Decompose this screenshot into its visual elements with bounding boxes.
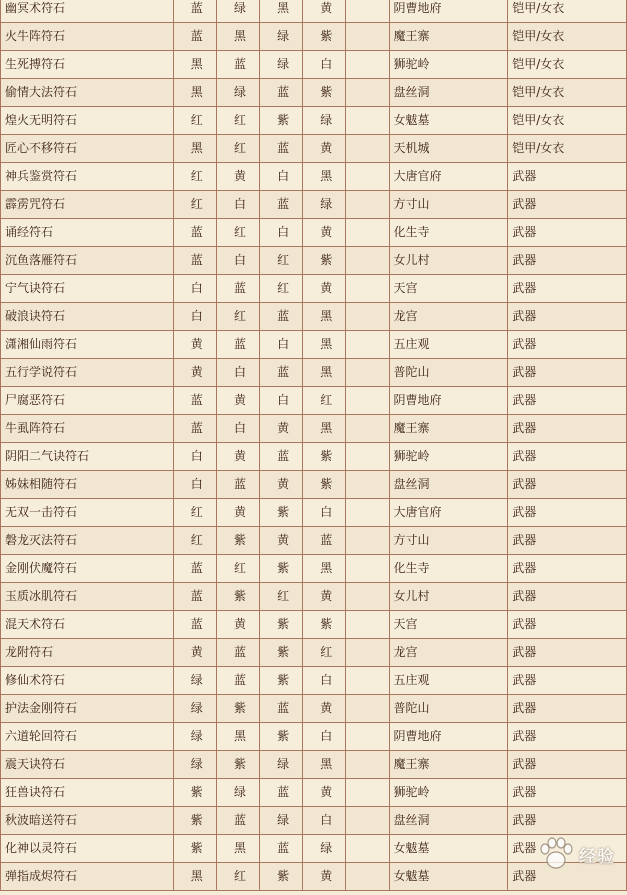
talisman-name: 玉质冰肌符石: [1, 583, 174, 611]
color-cell: 黑: [173, 135, 216, 163]
color-cell: 紫: [173, 835, 216, 863]
color-cell: 蓝: [260, 191, 303, 219]
talisman-name: 霹雳咒符石: [1, 191, 174, 219]
color-cell: 蓝: [173, 23, 216, 51]
color-cell: 黑: [303, 163, 346, 191]
table-row: [1, 51, 627, 79]
empty-cell: [346, 303, 389, 331]
color-cell: 黄: [216, 611, 259, 639]
table-row: [1, 303, 627, 331]
location-cell: 化生寺: [389, 219, 508, 247]
empty-cell: [346, 135, 389, 163]
empty-cell: [346, 247, 389, 275]
slot-cell: 铠甲/女衣: [508, 0, 627, 23]
color-cell: 紫: [260, 667, 303, 695]
location-cell: 大唐官府: [389, 163, 508, 191]
color-cell: 紫: [260, 555, 303, 583]
location-cell: 化生寺: [389, 555, 508, 583]
table-row: [1, 863, 627, 891]
color-cell: 黄: [303, 695, 346, 723]
slot-cell: 铠甲/女衣: [508, 79, 627, 107]
color-cell: 黑: [173, 79, 216, 107]
talisman-name: 化神以灵符石: [1, 835, 174, 863]
table-row: [1, 471, 627, 499]
empty-cell: [346, 107, 389, 135]
table-row: [1, 779, 627, 807]
location-cell: 女儿村: [389, 583, 508, 611]
color-cell: 白: [216, 415, 259, 443]
talisman-name: 弹指成烬符石: [1, 863, 174, 891]
color-cell: 蓝: [216, 807, 259, 835]
color-cell: 黄: [173, 639, 216, 667]
talisman-name: 震天诀符石: [1, 751, 174, 779]
slot-cell: 武器: [508, 471, 627, 499]
talisman-name: 偷情大法符石: [1, 79, 174, 107]
location-cell: 狮驼岭: [389, 779, 508, 807]
slot-cell: 武器: [508, 247, 627, 275]
color-cell: 红: [260, 275, 303, 303]
location-cell: 女魃墓: [389, 835, 508, 863]
color-cell: 紫: [260, 107, 303, 135]
table-row: [1, 807, 627, 835]
location-cell: 方寸山: [389, 191, 508, 219]
color-cell: 蓝: [260, 443, 303, 471]
color-cell: 红: [216, 219, 259, 247]
color-cell: 红: [216, 303, 259, 331]
location-cell: 盘丝洞: [389, 807, 508, 835]
empty-cell: [346, 835, 389, 863]
location-cell: 方寸山: [389, 527, 508, 555]
table-row: [1, 135, 627, 163]
color-cell: 白: [303, 499, 346, 527]
table-row: [1, 583, 627, 611]
color-cell: 红: [216, 863, 259, 891]
location-cell: 阴曹地府: [389, 0, 508, 23]
color-cell: 蓝: [216, 471, 259, 499]
color-cell: 蓝: [216, 331, 259, 359]
location-cell: 天宫: [389, 611, 508, 639]
color-cell: 白: [173, 275, 216, 303]
color-cell: 红: [260, 583, 303, 611]
slot-cell: 武器: [508, 499, 627, 527]
color-cell: 红: [173, 107, 216, 135]
slot-cell: 武器: [508, 555, 627, 583]
color-cell: 白: [173, 471, 216, 499]
color-cell: 红: [173, 191, 216, 219]
color-cell: 紫: [303, 443, 346, 471]
color-cell: 蓝: [260, 359, 303, 387]
color-cell: 蓝: [173, 583, 216, 611]
empty-cell: [346, 611, 389, 639]
table-row: [1, 107, 627, 135]
slot-cell: 武器: [508, 443, 627, 471]
table-row: [1, 331, 627, 359]
color-cell: 蓝: [260, 135, 303, 163]
color-cell: 绿: [216, 79, 259, 107]
table-row: [1, 751, 627, 779]
slot-cell: 武器: [508, 807, 627, 835]
talisman-name: 牛虱阵符石: [1, 415, 174, 443]
talisman-name: 金刚伏魔符石: [1, 555, 174, 583]
location-cell: 五庄观: [389, 667, 508, 695]
color-cell: 黄: [173, 359, 216, 387]
slot-cell: 武器: [508, 611, 627, 639]
empty-cell: [346, 275, 389, 303]
color-cell: 紫: [173, 779, 216, 807]
color-cell: 绿: [173, 695, 216, 723]
color-cell: 白: [173, 303, 216, 331]
color-cell: 紫: [216, 583, 259, 611]
watermark-text: 经验: [579, 846, 615, 867]
talisman-name: 沉鱼落雁符石: [1, 247, 174, 275]
empty-cell: [346, 79, 389, 107]
location-cell: 五庄观: [389, 331, 508, 359]
empty-cell: [346, 387, 389, 415]
talisman-name: 秋波暗送符石: [1, 807, 174, 835]
location-cell: 魔王寨: [389, 415, 508, 443]
color-cell: 黑: [216, 23, 259, 51]
color-cell: 绿: [216, 779, 259, 807]
empty-cell: [346, 639, 389, 667]
color-cell: 蓝: [173, 387, 216, 415]
color-cell: 白: [303, 723, 346, 751]
location-cell: 天机城: [389, 135, 508, 163]
talisman-name: 尸腐恶符石: [1, 387, 174, 415]
slot-cell: 武器: [508, 723, 627, 751]
color-cell: 紫: [260, 863, 303, 891]
color-cell: 蓝: [173, 247, 216, 275]
color-cell: 蓝: [260, 779, 303, 807]
color-cell: 绿: [260, 51, 303, 79]
location-cell: 狮驼岭: [389, 443, 508, 471]
color-cell: 黄: [216, 387, 259, 415]
slot-cell: 武器: [508, 779, 627, 807]
location-cell: 女魃墓: [389, 863, 508, 891]
location-cell: 狮驼岭: [389, 51, 508, 79]
color-cell: 白: [216, 191, 259, 219]
color-cell: 黄: [303, 135, 346, 163]
table-row: [1, 219, 627, 247]
color-cell: 红: [303, 639, 346, 667]
talisman-name: 五行学说符石: [1, 359, 174, 387]
location-cell: 天宫: [389, 275, 508, 303]
color-cell: 白: [216, 359, 259, 387]
color-cell: 紫: [260, 723, 303, 751]
location-cell: 普陀山: [389, 359, 508, 387]
talisman-name: 修仙术符石: [1, 667, 174, 695]
table-row: [1, 387, 627, 415]
color-cell: 白: [173, 443, 216, 471]
empty-cell: [346, 583, 389, 611]
talisman-name: 姊妹相随符石: [1, 471, 174, 499]
color-cell: 黄: [303, 583, 346, 611]
location-cell: 盘丝洞: [389, 79, 508, 107]
empty-cell: [346, 359, 389, 387]
color-cell: 蓝: [216, 51, 259, 79]
color-cell: 黑: [216, 723, 259, 751]
talisman-name: 诵经符石: [1, 219, 174, 247]
table-row: [1, 79, 627, 107]
color-cell: 黑: [303, 751, 346, 779]
slot-cell: 武器: [508, 331, 627, 359]
talisman-name: 狂兽诀符石: [1, 779, 174, 807]
color-cell: 紫: [216, 527, 259, 555]
location-cell: 龙宫: [389, 303, 508, 331]
slot-cell: 武器: [508, 387, 627, 415]
color-cell: 蓝: [303, 527, 346, 555]
color-cell: 黑: [303, 415, 346, 443]
location-cell: 阴曹地府: [389, 387, 508, 415]
slot-cell: 武器: [508, 639, 627, 667]
color-cell: 黄: [260, 415, 303, 443]
color-cell: 蓝: [260, 79, 303, 107]
color-cell: 绿: [260, 23, 303, 51]
color-cell: 绿: [303, 835, 346, 863]
color-cell: 蓝: [216, 275, 259, 303]
color-cell: 黑: [173, 51, 216, 79]
color-cell: 蓝: [260, 835, 303, 863]
color-cell: 绿: [173, 723, 216, 751]
color-cell: 紫: [260, 611, 303, 639]
color-cell: 白: [303, 51, 346, 79]
table-row: [1, 191, 627, 219]
color-cell: 紫: [173, 807, 216, 835]
empty-cell: [346, 751, 389, 779]
color-cell: 紫: [216, 751, 259, 779]
color-cell: 紫: [303, 247, 346, 275]
empty-cell: [346, 443, 389, 471]
slot-cell: 武器: [508, 163, 627, 191]
table-row: [1, 499, 627, 527]
color-cell: 黄: [216, 443, 259, 471]
paw-icon: [537, 837, 575, 871]
color-cell: 紫: [260, 639, 303, 667]
empty-cell: [346, 51, 389, 79]
slot-cell: 铠甲/女衣: [508, 107, 627, 135]
watermark: [537, 837, 615, 871]
table-row: [1, 23, 627, 51]
empty-cell: [346, 415, 389, 443]
empty-cell: [346, 527, 389, 555]
table-row: [1, 667, 627, 695]
slot-cell: 铠甲/女衣: [508, 23, 627, 51]
table-row: [1, 639, 627, 667]
slot-cell: 武器: [508, 359, 627, 387]
empty-cell: [346, 163, 389, 191]
talisman-name: 生死搏符石: [1, 51, 174, 79]
color-cell: 蓝: [173, 0, 216, 23]
color-cell: 蓝: [173, 415, 216, 443]
color-cell: 紫: [303, 79, 346, 107]
color-cell: 绿: [260, 751, 303, 779]
color-cell: 红: [216, 107, 259, 135]
talisman-name: 煌火无明符石: [1, 107, 174, 135]
talisman-name: 混天术符石: [1, 611, 174, 639]
color-cell: 红: [173, 163, 216, 191]
table-row: [1, 0, 627, 23]
color-cell: 白: [303, 807, 346, 835]
color-cell: 白: [303, 667, 346, 695]
slot-cell: 武器: [508, 583, 627, 611]
empty-cell: [346, 863, 389, 891]
color-cell: 黄: [260, 471, 303, 499]
location-cell: 女魃墓: [389, 107, 508, 135]
color-cell: 黑: [173, 863, 216, 891]
color-cell: 黑: [303, 359, 346, 387]
color-cell: 红: [303, 387, 346, 415]
talisman-name: 宁气诀符石: [1, 275, 174, 303]
talisman-name: 六道轮回符石: [1, 723, 174, 751]
color-cell: 红: [216, 555, 259, 583]
slot-cell: 武器: [508, 667, 627, 695]
table-row: [1, 555, 627, 583]
color-cell: 白: [260, 219, 303, 247]
location-cell: 盘丝洞: [389, 471, 508, 499]
slot-cell: 铠甲/女衣: [508, 51, 627, 79]
color-cell: 蓝: [260, 303, 303, 331]
color-cell: 紫: [303, 471, 346, 499]
color-cell: 红: [216, 135, 259, 163]
empty-cell: [346, 667, 389, 695]
location-cell: 魔王寨: [389, 751, 508, 779]
table-row: [1, 415, 627, 443]
slot-cell: 武器: [508, 835, 627, 863]
color-cell: 黄: [303, 779, 346, 807]
talisman-name: 火牛阵符石: [1, 23, 174, 51]
color-cell: 紫: [260, 499, 303, 527]
color-cell: 绿: [260, 807, 303, 835]
color-cell: 绿: [303, 107, 346, 135]
table-row: [1, 723, 627, 751]
color-cell: 黑: [303, 555, 346, 583]
slot-cell: 武器: [508, 415, 627, 443]
color-cell: 绿: [303, 191, 346, 219]
color-cell: 黄: [303, 863, 346, 891]
empty-cell: [346, 723, 389, 751]
empty-cell: [346, 807, 389, 835]
table-row: [1, 443, 627, 471]
color-cell: 黄: [303, 0, 346, 23]
location-cell: 大唐官府: [389, 499, 508, 527]
color-cell: 蓝: [216, 639, 259, 667]
slot-cell: 武器: [508, 527, 627, 555]
color-cell: 白: [260, 163, 303, 191]
table-row: [1, 359, 627, 387]
slot-cell: 武器: [508, 219, 627, 247]
talisman-name: 匠心不移符石: [1, 135, 174, 163]
slot-cell: 武器: [508, 695, 627, 723]
color-cell: 蓝: [173, 219, 216, 247]
slot-cell: 武器: [508, 275, 627, 303]
slot-cell: 武器: [508, 751, 627, 779]
table-row: [1, 527, 627, 555]
table-row: [1, 695, 627, 723]
color-cell: 黑: [303, 303, 346, 331]
color-cell: 蓝: [173, 611, 216, 639]
color-cell: 白: [260, 387, 303, 415]
talisman-name: 无双一击符石: [1, 499, 174, 527]
table-row: [1, 247, 627, 275]
empty-cell: [346, 23, 389, 51]
table-row: [1, 163, 627, 191]
slot-cell: 武器: [508, 191, 627, 219]
talisman-name: 破浪诀符石: [1, 303, 174, 331]
slot-cell: 武器: [508, 303, 627, 331]
color-cell: 蓝: [260, 695, 303, 723]
slot-cell: 武器: [508, 863, 627, 891]
table-row: [1, 835, 627, 863]
talisman-name: 潇湘仙雨符石: [1, 331, 174, 359]
slot-cell: 铠甲/女衣: [508, 135, 627, 163]
color-cell: 绿: [173, 751, 216, 779]
empty-cell: [346, 471, 389, 499]
color-cell: 白: [260, 331, 303, 359]
color-cell: 蓝: [173, 555, 216, 583]
color-cell: 黄: [173, 331, 216, 359]
empty-cell: [346, 191, 389, 219]
talisman-name: 幽冥术符石: [1, 0, 174, 23]
color-cell: 黄: [303, 275, 346, 303]
color-cell: 黄: [216, 499, 259, 527]
talisman-name: 磐龙灭法符石: [1, 527, 174, 555]
table-row: [1, 275, 627, 303]
location-cell: 魔王寨: [389, 23, 508, 51]
color-cell: 绿: [173, 667, 216, 695]
color-cell: 绿: [216, 0, 259, 23]
color-cell: 黄: [260, 527, 303, 555]
location-cell: 阴曹地府: [389, 723, 508, 751]
color-cell: 黑: [303, 331, 346, 359]
color-cell: 黑: [260, 0, 303, 23]
color-cell: 红: [173, 499, 216, 527]
empty-cell: [346, 0, 389, 23]
empty-cell: [346, 219, 389, 247]
color-cell: 紫: [303, 23, 346, 51]
color-cell: 紫: [216, 695, 259, 723]
location-cell: 女儿村: [389, 247, 508, 275]
location-cell: 普陀山: [389, 695, 508, 723]
color-cell: 蓝: [216, 667, 259, 695]
color-cell: 黄: [303, 219, 346, 247]
talisman-name: 阴阳二气诀符石: [1, 443, 174, 471]
color-cell: 黑: [216, 835, 259, 863]
empty-cell: [346, 331, 389, 359]
talisman-name: 护法金刚符石: [1, 695, 174, 723]
location-cell: 龙宫: [389, 639, 508, 667]
empty-cell: [346, 695, 389, 723]
empty-cell: [346, 499, 389, 527]
talisman-name: 神兵鉴赏符石: [1, 163, 174, 191]
empty-cell: [346, 555, 389, 583]
color-cell: 红: [260, 247, 303, 275]
talisman-name: 龙附符石: [1, 639, 174, 667]
color-cell: 黄: [216, 163, 259, 191]
table-row: [1, 611, 627, 639]
empty-cell: [346, 779, 389, 807]
color-cell: 白: [216, 247, 259, 275]
color-cell: 红: [173, 527, 216, 555]
color-cell: 紫: [303, 611, 346, 639]
